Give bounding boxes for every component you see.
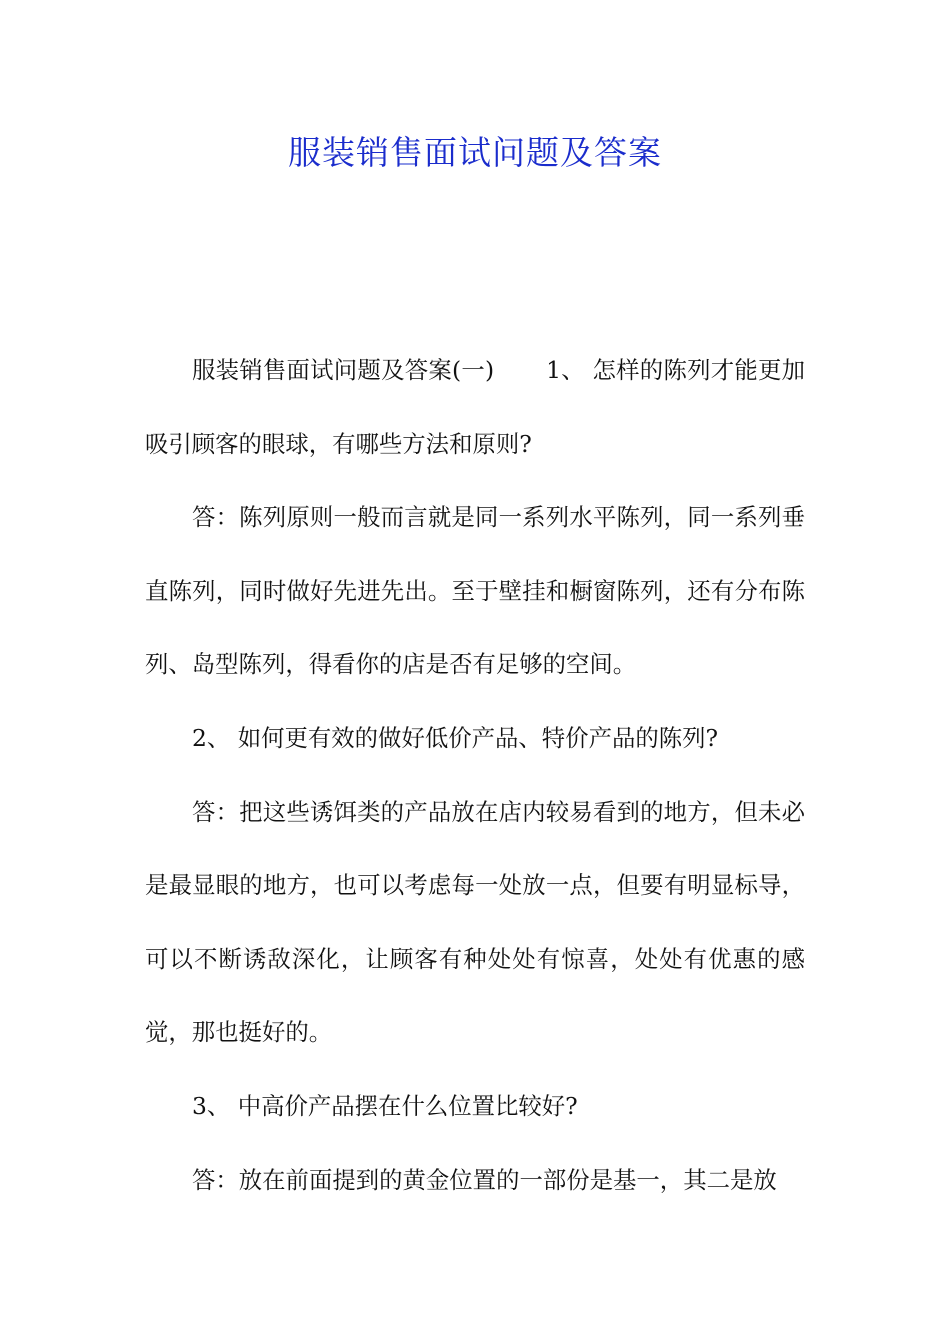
paragraph-question-3: 3、 中高价产品摆在什么位置比较好? [192, 1091, 578, 1120]
paragraph-answer-3: 答：放在前面提到的黄金位置的一部份是基一，其二是放 [192, 1165, 777, 1194]
document-body [145, 334, 805, 1217]
paragraph-answer-2: 答：把这些诱饵类的产品放在店内较易看到的地方，但未必是最显眼的地方，也可以考虑每一处放一点，但要有明显标导，可以不断诱敌深化，让顾客有种处处有惊喜，处处有优惠的感觉，那也挺好的。 [145, 797, 805, 1047]
document-title: 服装销售面试问题及答案 [288, 133, 662, 172]
paragraph-question-2: 2、 如何更有效的做好低价产品、特价产品的陈列? [192, 723, 719, 752]
paragraph-answer-1: 答：陈列原则一般而言就是同一系列水平陈列，同一系列垂直陈列，同时做好先进先出。至于壁挂和橱窗陈列，还有分布陈列、岛型陈列，得看你的店是否有足够的空间。 [145, 503, 805, 679]
paragraph-question-1 [145, 334, 805, 481]
question-text: 1、 怎样的陈列才能更加吸引顾客的眼球，有哪些方法和原则? [145, 356, 806, 458]
section-heading: 服装销售面试问题及答案(一) [192, 356, 495, 384]
